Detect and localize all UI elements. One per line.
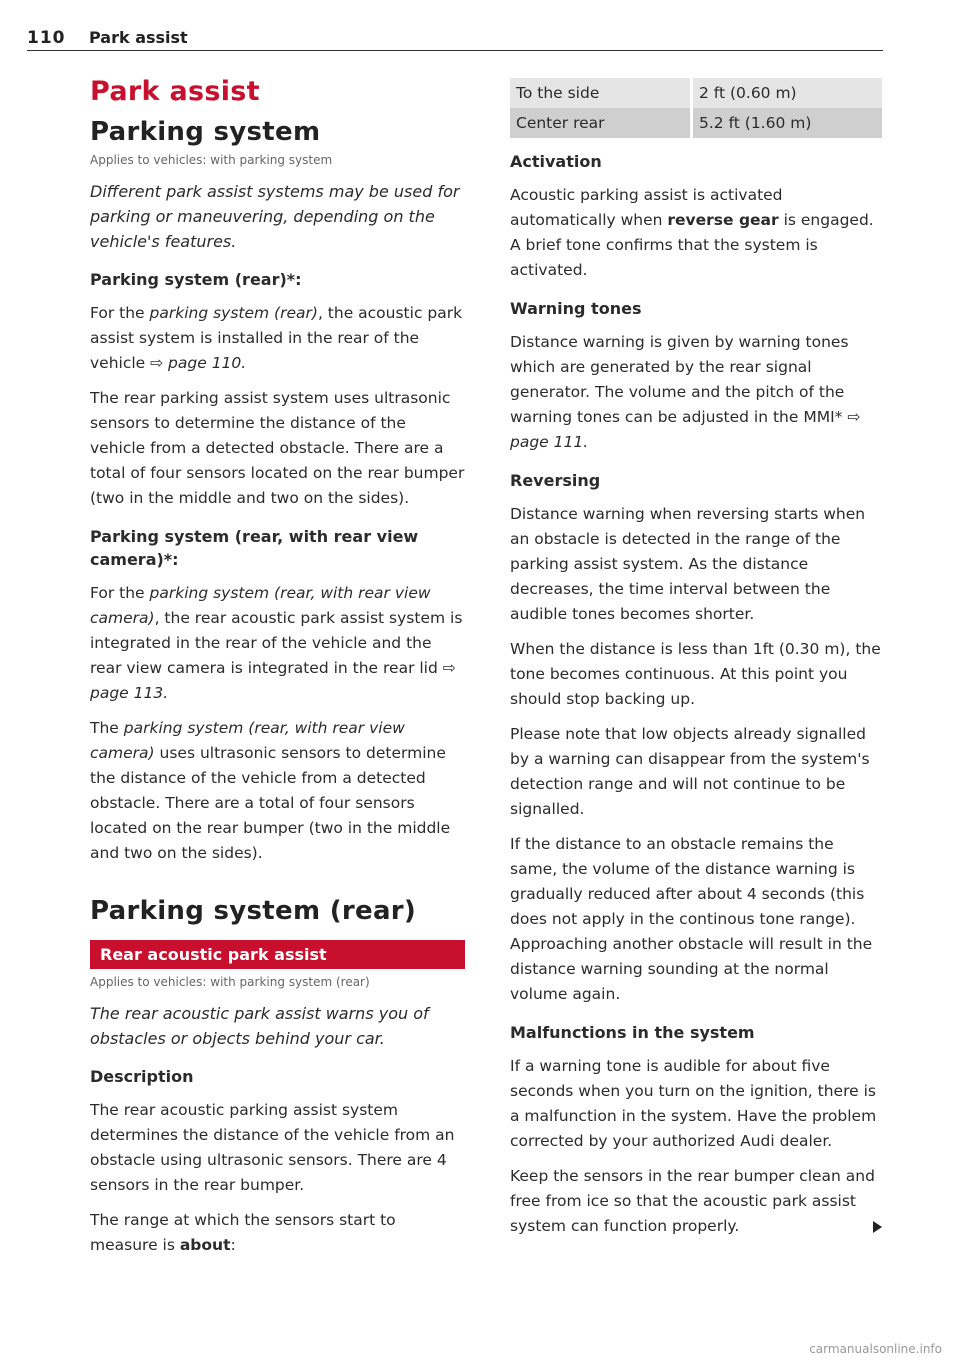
paragraph-rear: For the parking system (rear), the acoustic park assist system is installed in the rear of the vehicle ⇨ page 110. xyxy=(90,304,463,372)
paragraph-volume-reduction: If the distance to an obstacle remains the same, the volume of the distance warning is gradually reduced after about 4 seconds (this does not apply in the continous tone range). Approaching another obstacle will result in the distance warning sounding at the normal volume again. xyxy=(510,835,873,1003)
heading-warning-tones: Warning tones xyxy=(510,299,642,318)
table-row xyxy=(510,108,882,138)
applies-note: Applies to vehicles: with parking system (rear) xyxy=(90,975,370,989)
running-section-title: Park assist xyxy=(89,28,188,47)
heading-activation: Activation xyxy=(510,152,602,171)
footer-watermark: carmanualsonline.info xyxy=(809,1342,942,1356)
right-column xyxy=(510,78,882,1239)
left-column xyxy=(90,70,465,1258)
paragraph-camera: For the parking system (rear, with rear view camera), the rear acoustic park assist system is integrated in the rear of the vehicle and the rear view camera is integrated in the rear lid ⇨ page 113. xyxy=(90,584,463,702)
page-number: 110 xyxy=(27,28,66,48)
page-reference-link[interactable]: ⇨ page 110. xyxy=(150,354,247,372)
paragraph-rear-sensors: The rear parking assist system uses ultrasonic sensors to determine the distance of the vehicle from a detected obstacle. There are a total of four sensors located on the rear bumper (two in the middle and two on the sides). xyxy=(90,389,465,507)
heading-malfunctions: Malfunctions in the system xyxy=(510,1023,755,1042)
section-title-parking-system: Parking system xyxy=(90,117,321,147)
section-title-rear: Parking system (rear) xyxy=(90,896,417,926)
paragraph-continuous-tone: When the distance is less than 1ft (0.30 m), the tone becomes continuous. At this point you should stop backing up. xyxy=(510,640,881,708)
table-cell: 5.2 ft (1.60 m) xyxy=(692,108,883,138)
page-reference-link[interactable]: ⇨ page 113. xyxy=(90,659,456,702)
intro-paragraph: Different park assist systems may be used for parking or maneuvering, depending on the vehicle's features. xyxy=(90,182,460,251)
table-cell: Center rear xyxy=(510,108,692,138)
applies-note: Applies to vehicles: with parking system xyxy=(90,153,333,167)
table-cell: 2 ft (0.60 m) xyxy=(692,78,883,108)
intro-paragraph: The rear acoustic park assist warns you of obstacles or objects behind your car. xyxy=(90,1004,429,1048)
heading-rear: Parking system (rear)*: xyxy=(90,270,302,289)
heading-reversing: Reversing xyxy=(510,471,601,490)
heading-description: Description xyxy=(90,1067,194,1086)
table-cell: To the side xyxy=(510,78,692,108)
continue-arrow-icon xyxy=(873,1221,882,1233)
heading-rear-camera: Parking system (rear, with rear view camera)*: xyxy=(90,527,419,569)
topic-banner: Rear acoustic park assist xyxy=(90,940,465,969)
paragraph-description: The rear acoustic parking assist system determines the distance of the vehicle from an obstacle using ultrasonic sensors. There are 4 sensors in the rear bumper. xyxy=(90,1101,455,1194)
paragraph-malfunction: If a warning tone is audible for about five seconds when you turn on the ignition, there is a malfunction in the system. Have the problem corrected by your authorized Audi dealer. xyxy=(510,1057,877,1150)
paragraph-sensor-care: Keep the sensors in the rear bumper clean and free from ice so that the acoustic park assist system can function properly. xyxy=(510,1164,882,1239)
paragraph-low-objects: Please note that low objects already signalled by a warning can disappear from the system's detection range and will not continue to be signalled. xyxy=(510,725,870,818)
chapter-title: Park assist xyxy=(90,76,260,107)
range-table xyxy=(510,78,882,138)
page-header xyxy=(27,24,883,51)
page-reference-link[interactable]: ⇨ page 111. xyxy=(510,408,861,451)
paragraph-warning-tones: Distance warning is given by warning tones which are generated by the rear signal generator. The volume and the pitch of the warning tones can be adjusted in the MMI* ⇨ page 111. xyxy=(510,333,861,451)
paragraph-activation: Acoustic parking assist is activated automatically when reverse gear is engaged. A brief tone confirms that the system is activated. xyxy=(510,186,874,279)
paragraph-camera-sensors: The parking system (rear, with rear view camera) uses ultrasonic sensors to determine the distance of the vehicle from a detected obstacle. There are a total of four sensors located on the rear bumper (two in the middle and two on the sides). xyxy=(90,719,451,862)
paragraph-range: The range at which the sensors start to measure is about: xyxy=(90,1211,396,1254)
paragraph-reversing: Distance warning when reversing starts when an obstacle is detected in the range of the parking assist system. As the distance decreases, the time interval between the audible tones becomes shorter. xyxy=(510,505,866,623)
table-row xyxy=(510,78,882,108)
